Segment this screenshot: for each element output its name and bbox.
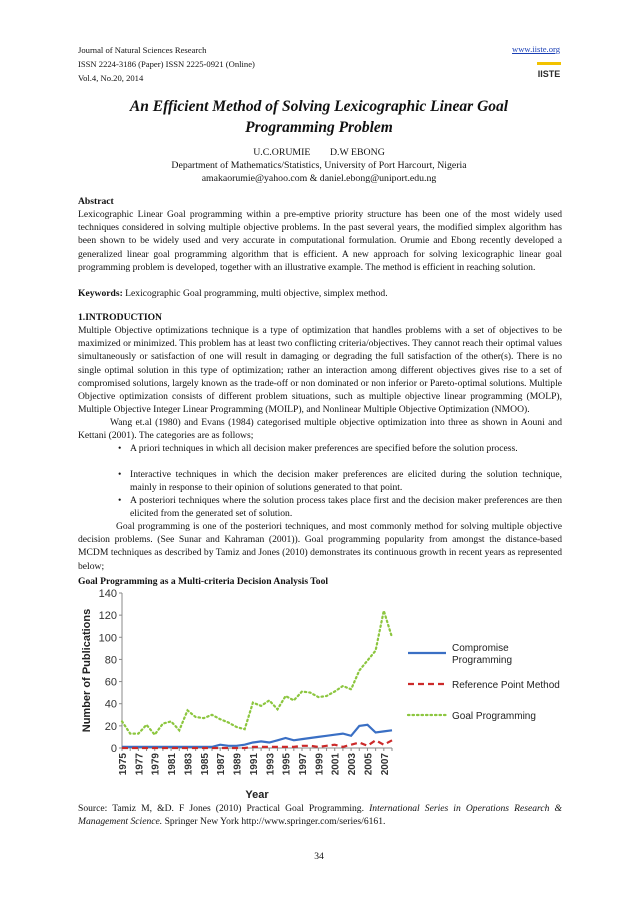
title-line-1: An Efficient Method of Solving Lexicographic Linear Goal: [129, 98, 509, 115]
x-tick-label: 1995: [281, 753, 293, 776]
x-tick-label: 1989: [232, 753, 244, 776]
x-tick-label: 2001: [330, 753, 342, 776]
journal-url-link[interactable]: www.iiste.org: [512, 44, 560, 54]
bullet-item-2: • Interactive techniques in which the decision maker preferences are elicited during the solution technique, mainly in response to their opinion of solutions generated to that point.: [118, 469, 562, 494]
y-tick-label: 60: [104, 676, 117, 689]
paper-title: [60, 96, 578, 138]
x-tick-label: 1975: [118, 753, 129, 776]
x-tick-label: 2003: [347, 753, 359, 776]
y-tick-label: 20: [104, 720, 117, 733]
y-tick-label: 0: [110, 743, 117, 755]
chart-legend: [408, 643, 560, 722]
bullet-dot-icon: •: [118, 495, 122, 506]
source-series-title: International Series in Operations Research & Management Science.: [78, 803, 562, 828]
x-tick-label: 1987: [216, 753, 228, 776]
publications-line-chart: [78, 585, 562, 801]
x-tick-label: 2005: [363, 753, 375, 776]
x-axis-title: Year: [245, 789, 269, 801]
chart-axes: [81, 588, 392, 801]
x-tick-label: 1979: [150, 753, 162, 776]
x-tick-label: 1997: [298, 753, 309, 776]
iiste-logo: [535, 59, 563, 81]
y-tick-label: 140: [98, 588, 117, 600]
keywords-label: Keywords:: [78, 288, 123, 299]
figure-source: [78, 802, 562, 828]
page-number: 34: [314, 851, 324, 862]
title-line-2: Programming Problem: [245, 119, 393, 136]
y-tick-label: 120: [98, 610, 117, 623]
series-line-goal-programming: [122, 611, 392, 735]
figure-heading: Goal Programming as a Multi-criteria Decision Analysis Tool: [78, 576, 329, 587]
abstract-text: Lexicographic Linear Goal programming within a pre-emptive priority structure has been one of the most widely used techniques considered in solving multiple objective problems. In the past several years, the modified simplex algorithm has been shown to be widely used and very accurate in computational formulation. Orumie and Ebong recently developed a generalized linear goal programming algorithm that is efficient. A new approach for solving lexicographic linear goal programming problem is developed, together with an illustrative example. The method is efficient in reaching solution.: [78, 209, 562, 273]
y-axis-title: Number of Publications: [81, 608, 93, 733]
volume-line: Vol.4, No.20, 2014: [78, 73, 144, 83]
keywords-line: [78, 287, 562, 300]
x-tick-label: 2007: [379, 753, 391, 776]
x-tick-label: 1983: [183, 753, 195, 776]
authors: U.C.ORUMIE D.W EBONG: [253, 147, 385, 158]
journal-name: Journal of Natural Sciences Research: [78, 45, 207, 55]
bullet-dot-icon: •: [118, 469, 122, 480]
keywords-text: Lexicographic Goal programming, multi objective, simplex method.: [122, 288, 388, 299]
source-tail: Springer New York http://www.springer.com/series/6161.: [162, 816, 386, 828]
source-text: Source: Tamiz M, &D. F Jones (2010) Practical Goal Programming.: [78, 803, 370, 814]
legend-label-compromise-programming: Compromise: [452, 643, 509, 654]
x-tick-label: 1991: [248, 753, 260, 776]
y-tick-label: 100: [98, 632, 117, 645]
y-tick-label: 40: [104, 698, 117, 711]
legend-label-compromise-programming-line2: Programming: [452, 655, 513, 666]
intro-paragraph-2: Wang et.al (1980) and Evans (1984) categorised multiple objective optimization into three as shown in Aouni and Kettani (2001). The categories are as follows;: [78, 417, 562, 442]
bullet-dot-icon: •: [118, 443, 122, 454]
legend-label-reference-point-method: Reference Point Method: [452, 680, 560, 691]
author-emails: amakaorumie@yahoo.com & daniel.ebong@uniport.edu.ng: [201, 173, 437, 184]
y-tick-label: 80: [104, 654, 117, 667]
intro-paragraph-3: Goal programming is one of the posteriori techniques, and most commonly method for solving multiple objective decision problems. (See Sunar and Kahraman (2001)). Goal programming popularity from amongst the distance-based MCDM techniques as described by Tamiz and Jones (2010) demonstrates its continuous growth in recent years as represented below;: [78, 521, 562, 572]
affiliation: Department of Mathematics/Statistics, University of Port Harcourt, Nigeria: [171, 160, 467, 171]
x-tick-label: 1985: [199, 753, 211, 776]
intro-heading: 1.INTRODUCTION: [78, 312, 162, 323]
legend-label-goal-programming: Goal Programming: [452, 711, 536, 722]
chart-series: [122, 611, 392, 748]
abstract-heading: Abstract: [78, 196, 114, 207]
x-tick-label: 1981: [167, 753, 179, 776]
bullet-item-3: • A posteriori techniques where the solution process takes place first and the decision maker preferences are then elicited from the generated set of solution.: [118, 495, 562, 520]
logo-text: IISTE: [537, 69, 561, 79]
issn-line: ISSN 2224-3186 (Paper) ISSN 2225-0921 (Online): [78, 59, 255, 69]
bullet-item-1: • A priori techniques in which all decision maker preferences are specified before the solution process.: [118, 443, 518, 454]
intro-paragraph-1: Multiple Objective optimizations technique is a type of optimization that handles problems with a set of objectives to be maximized or minimized. This problem has at least two conflicting criteria/objectives. They cannot reach their optimal values simultaneously or satisfaction of one will result in damaging or degrading the full satisfaction of the other(s). There is no single optimal solution in this type of optimization; rather an interaction among different objectives gives rise to a set of compromised solutions, largely known as the trade-off or non dominated or non inferior or Pareto-optimal solutions. Multiple Objective optimization consists of different problem situations, such as multiple objective linear programming (MOLP), Multiple Objective Integer Linear Programming (MOILP), and Nonlinear Multiple Objective Optimization (NMOO).: [78, 325, 562, 416]
x-tick-label: 1999: [314, 753, 326, 776]
x-tick-label: 1977: [134, 753, 146, 776]
x-tick-label: 1993: [265, 753, 277, 776]
